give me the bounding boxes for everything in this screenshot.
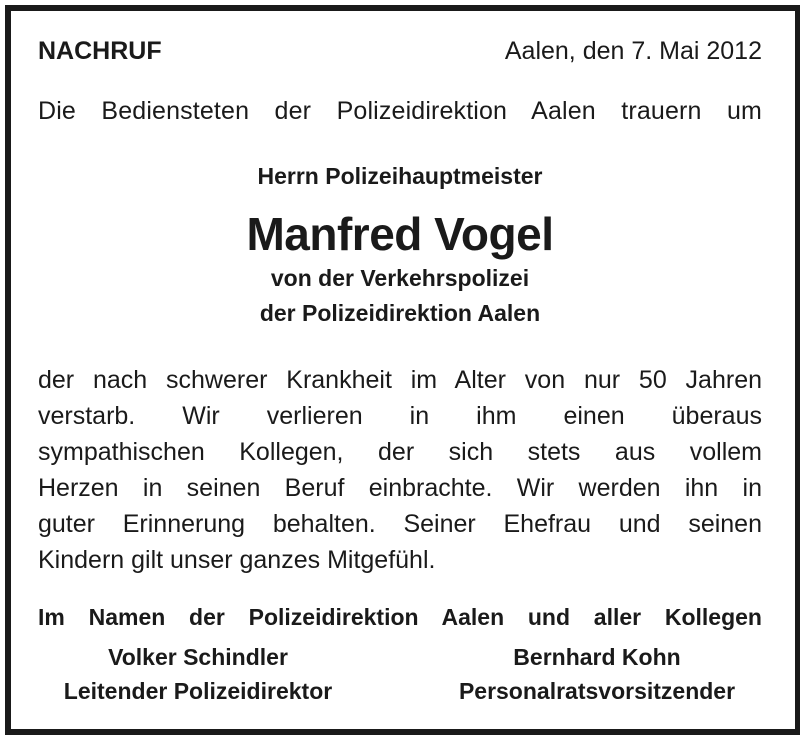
signer-names-row <box>38 640 762 674</box>
deceased-name: Manfred Vogel <box>246 208 554 260</box>
deceased-title: Herrn Polizeihauptmeister <box>257 163 543 189</box>
signers <box>38 640 762 708</box>
signer-name-left: Volker Schindler <box>108 644 288 670</box>
deceased-unit-line2: der Polizeidirektion Aalen <box>259 300 541 326</box>
body-line: Herzen in seinen Beruf einbrachte. Wir werden ihn in <box>38 474 762 502</box>
closing-line: Im Namen der Polizeidirektion Aalen und aller Kollegen <box>38 604 762 630</box>
place-date: Aalen, den 7. Mai 2012 <box>504 36 762 65</box>
body-line: guter Erinnerung behalten. Seiner Ehefrau und seinen <box>38 510 762 538</box>
signer-name-right: Bernhard Kohn <box>513 644 681 670</box>
body-text <box>38 362 762 578</box>
body-line: der nach schwerer Krankheit im Alter von nur 50 Jahren <box>38 366 762 394</box>
body-line: verstarb. Wir verlieren in ihm einen überaus <box>38 402 762 430</box>
obituary-header <box>38 33 762 69</box>
intro-text: Die Bediensteten der Polizeidirektion Aalen trauern um <box>38 97 762 125</box>
body-line: Kindern gilt unser ganzes Mitgefühl. <box>38 546 436 574</box>
body-line: sympathischen Kollegen, der sich stets aus vollem <box>38 438 762 466</box>
obituary-label: NACHRUF <box>38 36 162 65</box>
signer-roles-row <box>38 674 762 708</box>
deceased-unit-line1: von der Verkehrspolizei <box>270 265 530 291</box>
signer-role-left: Leitender Polizeidirektor <box>63 678 333 704</box>
signer-role-right: Personalratsvorsitzender <box>458 678 736 704</box>
